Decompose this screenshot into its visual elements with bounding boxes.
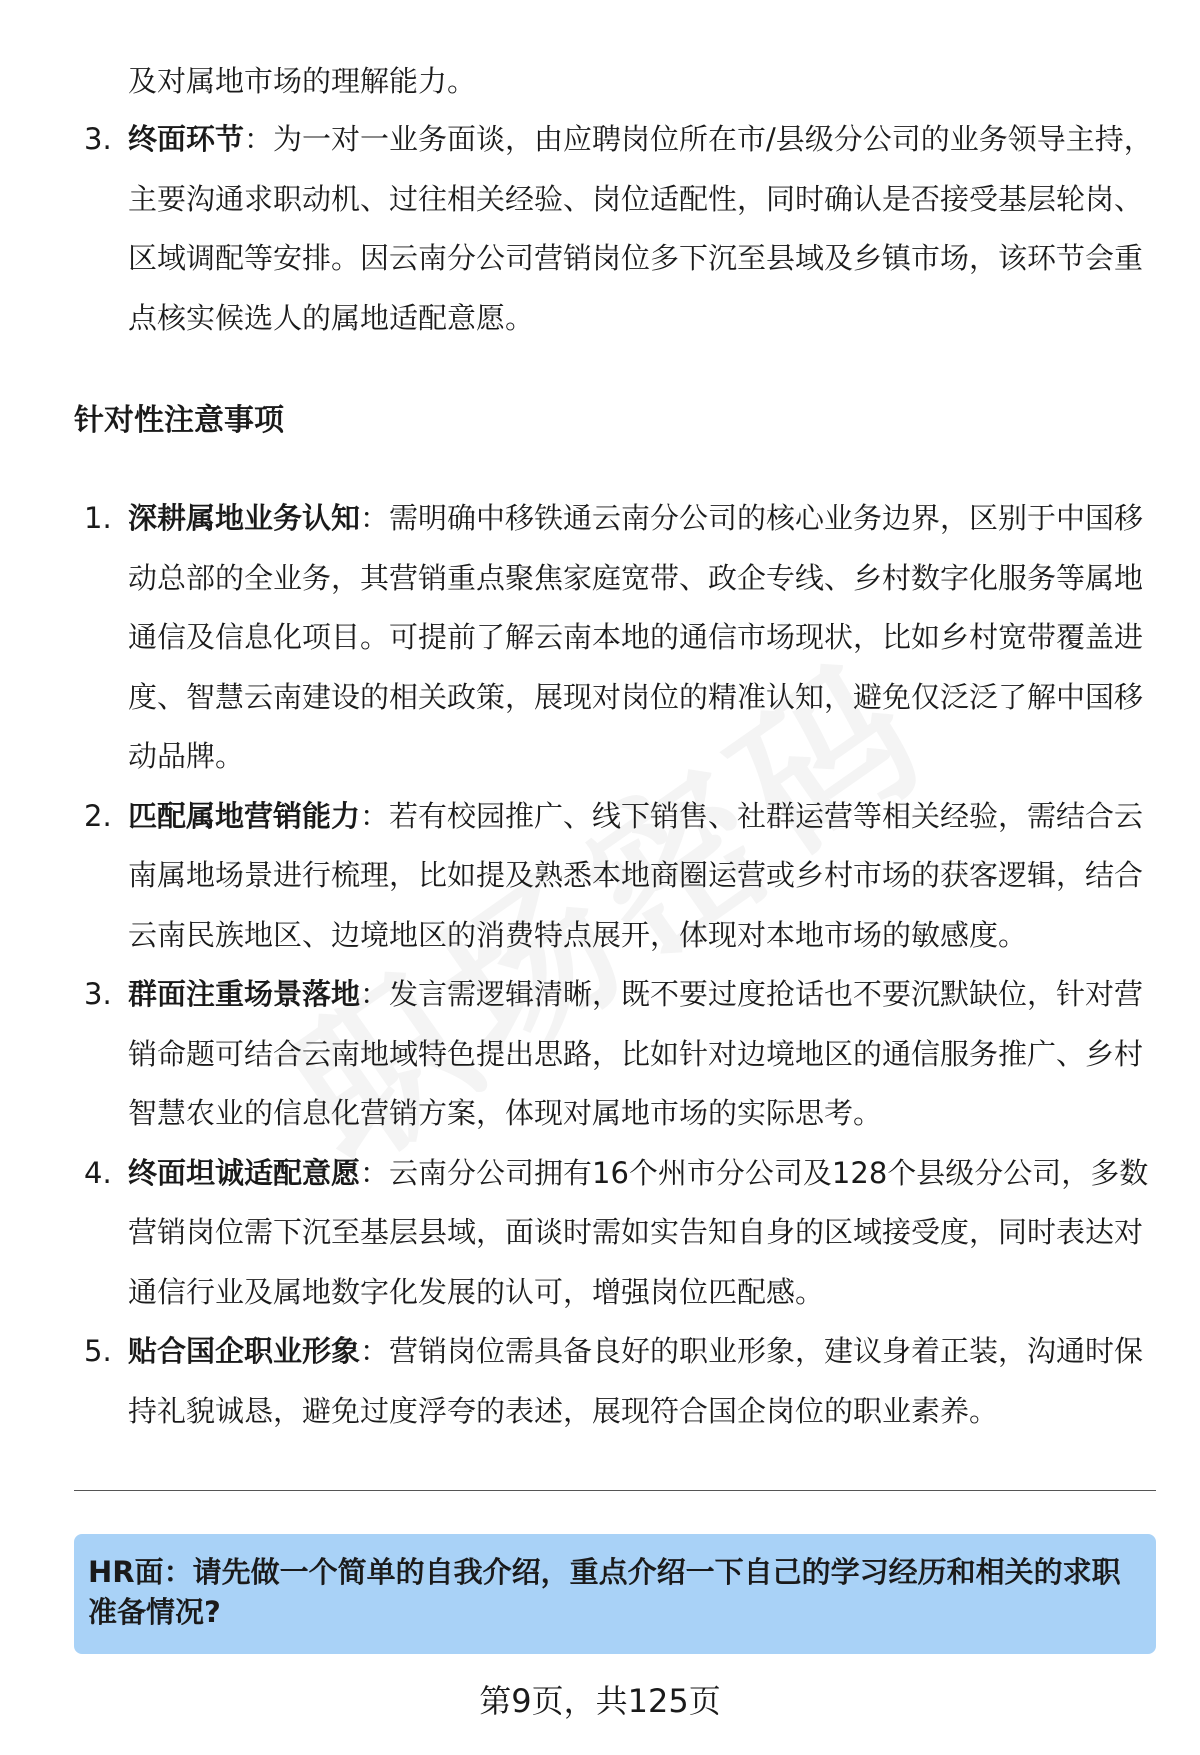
list-separator: ： xyxy=(244,122,274,156)
section-title: 针对性注意事项 xyxy=(74,403,284,438)
list-text: 云南分公司拥有16个州市分公司及128个县级分公司，多数营销岗位需下沉至基层县域，面谈时需如实告知自身的区域接受度，同时表达对通信行业及属地数字化发展的认可，增强岗位匹配感。 xyxy=(128,1155,1149,1309)
list-separator: ： xyxy=(360,1334,390,1368)
interview-stage-list xyxy=(74,110,1154,348)
list-item xyxy=(74,1144,1154,1323)
list-term: 群面注重场景落地 xyxy=(128,977,361,1011)
list-item xyxy=(74,965,1154,1144)
page-footer: 第9页，共125页 xyxy=(479,1682,721,1720)
section-divider xyxy=(74,1490,1156,1491)
notes-list xyxy=(74,489,1154,1441)
list-separator: ： xyxy=(360,798,390,833)
list-separator: ： xyxy=(360,977,390,1011)
list-item xyxy=(74,489,1154,787)
list-item xyxy=(74,787,1154,966)
list-number: 1. xyxy=(84,501,112,535)
list-text: 需明确中移铁通云南分公司的核心业务边界，区别于中国移动总部的全业务，其营销重点聚焦家庭宽带、政企专线、乡村数字化服务等属地通信及信息化项目。可提前了解云南本地的通信市场现状，比如乡村宽带覆盖进度、智慧云南建设的相关政策，展现对岗位的精准认知，避免仅泛泛了解中国移动品牌。 xyxy=(128,501,1144,773)
list-number: 5. xyxy=(84,1334,112,1368)
list-number: 2. xyxy=(84,798,112,833)
list-number: 3. xyxy=(84,122,112,156)
list-term: 终面坦诚适配意愿 xyxy=(128,1155,361,1190)
continuation-text: 及对属地市场的理解能力。 xyxy=(128,64,477,98)
list-text: 发言需逻辑清晰，既不要过度抢话也不要沉默缺位，针对营销命题可结合云南地域特色提出思路，比如针对边境地区的通信服务推广、乡村智慧农业的信息化营销方案，体现对属地市场的实际思考。 xyxy=(128,977,1144,1130)
list-separator: ： xyxy=(360,501,390,535)
list-term: 深耕属地业务认知 xyxy=(128,501,361,535)
list-number: 3. xyxy=(84,977,112,1011)
list-term: 贴合国企职业形象 xyxy=(128,1334,361,1368)
list-text: 营销岗位需具备良好的职业形象，建议身着正装，沟通时保持礼貌诚恳，避免过度浮夸的表述，展现符合国企岗位的职业素养。 xyxy=(128,1334,1144,1428)
list-text: 若有校园推广、线下销售、社群运营等相关经验，需结合云南属地场景进行梳理，比如提及熟悉本地商圈运营或乡村市场的获客逻辑，结合云南民族地区、边境地区的消费特点展开，体现对本地市场的敏感度。 xyxy=(128,798,1144,952)
list-item xyxy=(74,1322,1154,1441)
hr-question-box xyxy=(74,1534,1156,1654)
hr-question-text: HR面：请先做一个简单的自我介绍，重点介绍一下自己的学习经历和相关的求职准备情况? xyxy=(88,1555,1121,1629)
list-separator: ： xyxy=(360,1155,390,1190)
list-term: 终面环节 xyxy=(128,122,245,156)
list-term: 匹配属地营销能力 xyxy=(128,798,361,833)
list-item xyxy=(74,110,1154,348)
list-text: 为一对一业务面谈，由应聘岗位所在市/县级分公司的业务领导主持，主要沟通求职动机、过往相关经验、岗位适配性，同时确认是否接受基层轮岗、区域调配等安排。因云南分公司营销岗位多下沉至县域及乡镇市场，该环节会重点核实候选人的属地适配意愿。 xyxy=(128,122,1153,335)
list-number: 4. xyxy=(84,1155,112,1190)
